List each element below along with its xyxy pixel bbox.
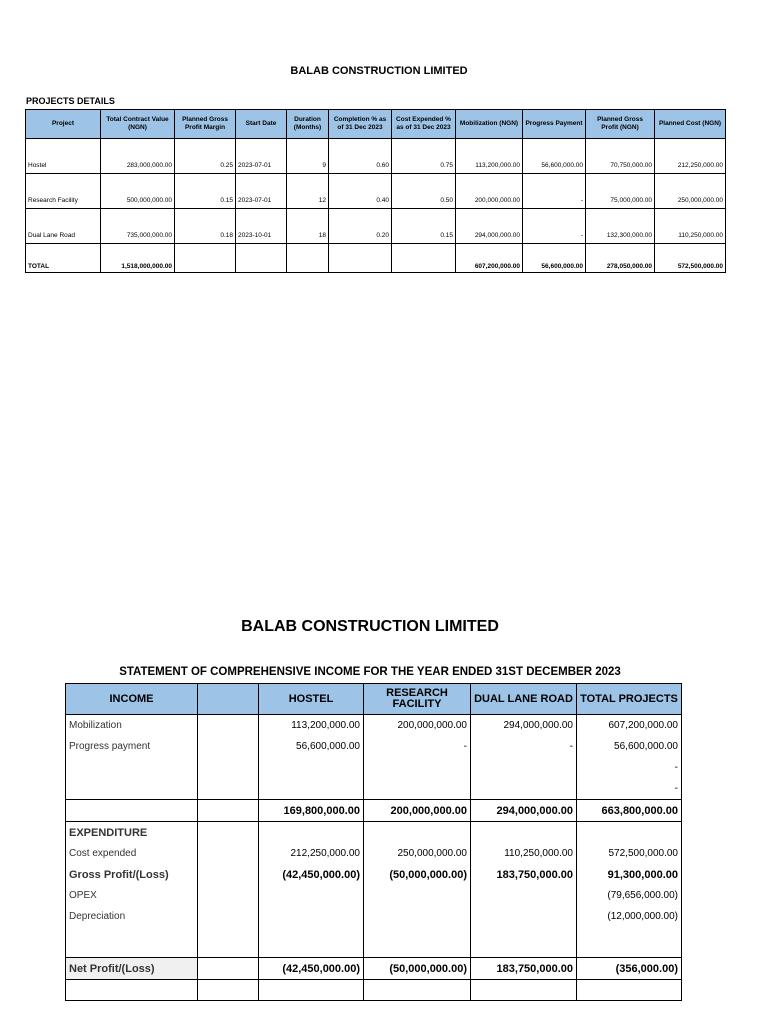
row-label bbox=[66, 757, 198, 778]
cell: 12 bbox=[287, 174, 329, 209]
cell bbox=[259, 885, 364, 906]
cell: 607,200,000.00 bbox=[577, 715, 682, 737]
cell: 9 bbox=[287, 139, 329, 174]
cell: 278,050,000.00 bbox=[586, 244, 655, 273]
cell: 56,600,000.00 bbox=[523, 244, 586, 273]
table-row bbox=[26, 139, 726, 174]
col-planned-cost: Planned Cost (NGN) bbox=[655, 110, 726, 139]
cell bbox=[259, 927, 364, 958]
cell bbox=[198, 778, 259, 800]
cell bbox=[198, 885, 259, 906]
cost-expended-row bbox=[66, 843, 682, 864]
cell: 110,250,000.00 bbox=[655, 209, 726, 244]
col-planned-gross-profit-margin: Planned Gross Profit Margin bbox=[175, 110, 236, 139]
row-label: Gross Profit/(Loss) bbox=[66, 864, 198, 885]
spacer-row bbox=[66, 927, 682, 958]
opex-row bbox=[66, 885, 682, 906]
cell: 0.60 bbox=[329, 139, 392, 174]
cell: 294,000,000.00 bbox=[471, 715, 577, 737]
expenditure-heading-row bbox=[66, 822, 682, 844]
cell: 283,000,000.00 bbox=[101, 139, 175, 174]
row-label: Mobilization bbox=[66, 715, 198, 737]
cell: 70,750,000.00 bbox=[586, 139, 655, 174]
cell bbox=[577, 822, 682, 844]
cell bbox=[364, 778, 471, 800]
col-completion: Completion % as of 31 Dec 2023 bbox=[329, 110, 392, 139]
income-total-row bbox=[66, 800, 682, 822]
cell: 1,518,000,000.00 bbox=[101, 244, 175, 273]
cell bbox=[198, 800, 259, 822]
table-row bbox=[26, 174, 726, 209]
cell bbox=[471, 980, 577, 1001]
cell bbox=[287, 244, 329, 273]
cell bbox=[259, 778, 364, 800]
cell: 0.25 bbox=[175, 139, 236, 174]
projects-header-row bbox=[26, 110, 726, 139]
gross-profit-row bbox=[66, 864, 682, 885]
cell bbox=[364, 822, 471, 844]
cell: 250,000,000.00 bbox=[364, 843, 471, 864]
cell: 212,250,000.00 bbox=[259, 843, 364, 864]
col-blank bbox=[198, 684, 259, 715]
col-cost-expended: Cost Expended % as of 31 Dec 2023 bbox=[392, 110, 456, 139]
cell: 212,250,000.00 bbox=[655, 139, 726, 174]
cell: 200,000,000.00 bbox=[456, 174, 523, 209]
depreciation-row bbox=[66, 906, 682, 927]
closing-row bbox=[66, 980, 682, 1001]
col-start-date: Start Date bbox=[236, 110, 287, 139]
cell bbox=[198, 958, 259, 980]
cell bbox=[364, 927, 471, 958]
cell bbox=[471, 822, 577, 844]
projects-details-table bbox=[25, 109, 726, 273]
cell: 113,200,000.00 bbox=[456, 139, 523, 174]
cell: 91,300,000.00 bbox=[577, 864, 682, 885]
col-planned-gross-profit: Planned Gross Profit (NGN) bbox=[586, 110, 655, 139]
cell bbox=[198, 822, 259, 844]
cell: 56,600,000.00 bbox=[523, 139, 586, 174]
cell: 0.75 bbox=[392, 139, 456, 174]
row-label: Net Profit/(Loss) bbox=[66, 958, 198, 980]
cell: - bbox=[523, 174, 586, 209]
cell: 200,000,000.00 bbox=[364, 715, 471, 737]
blank-row bbox=[66, 778, 682, 800]
cell: (42,450,000.00) bbox=[259, 958, 364, 980]
cell: 572,500,000.00 bbox=[577, 843, 682, 864]
blank-row bbox=[66, 757, 682, 778]
cell: (50,000,000.00) bbox=[364, 864, 471, 885]
cell bbox=[66, 927, 198, 958]
cell bbox=[198, 927, 259, 958]
cell: 2023-07-01 bbox=[236, 139, 287, 174]
cell bbox=[471, 885, 577, 906]
cell: 110,250,000.00 bbox=[471, 843, 577, 864]
cell bbox=[364, 885, 471, 906]
row-label bbox=[66, 778, 198, 800]
col-income: INCOME bbox=[66, 684, 198, 715]
mobilization-row bbox=[66, 715, 682, 737]
cell: 294,000,000.00 bbox=[456, 209, 523, 244]
progress-payment-row bbox=[66, 736, 682, 757]
cell: 75,000,000.00 bbox=[586, 174, 655, 209]
cell bbox=[364, 980, 471, 1001]
cell bbox=[259, 822, 364, 844]
col-project: Project bbox=[26, 110, 101, 139]
sheet1-company-title: BALAB CONSTRUCTION LIMITED bbox=[290, 65, 468, 77]
cell: (42,450,000.00) bbox=[259, 864, 364, 885]
cell bbox=[175, 244, 236, 273]
statement-header-row bbox=[66, 684, 682, 715]
expenditure-heading: EXPENDITURE bbox=[66, 822, 198, 844]
row-label: Cost expended bbox=[66, 843, 198, 864]
cell: (50,000,000.00) bbox=[364, 958, 471, 980]
cell bbox=[198, 843, 259, 864]
cell bbox=[259, 980, 364, 1001]
project-name: Hostel bbox=[26, 139, 101, 174]
cell bbox=[471, 778, 577, 800]
net-profit-row bbox=[66, 958, 682, 980]
cell: (356,000.00) bbox=[577, 958, 682, 980]
row-label: OPEX bbox=[66, 885, 198, 906]
cell: 200,000,000.00 bbox=[364, 800, 471, 822]
col-dual-lane-road: DUAL LANE ROAD bbox=[471, 684, 577, 715]
cell: 183,750,000.00 bbox=[471, 864, 577, 885]
cell: - bbox=[577, 778, 682, 800]
cell: 0.15 bbox=[392, 209, 456, 244]
cell bbox=[198, 864, 259, 885]
cell: (79,656,000.00) bbox=[577, 885, 682, 906]
cell bbox=[329, 244, 392, 273]
cell: 0.18 bbox=[175, 209, 236, 244]
cell: 294,000,000.00 bbox=[471, 800, 577, 822]
cell: 500,000,000.00 bbox=[101, 174, 175, 209]
cell bbox=[471, 927, 577, 958]
col-progress-payment: Progress Payment bbox=[523, 110, 586, 139]
sheet2-company-title: BALAB CONSTRUCTION LIMITED bbox=[241, 618, 499, 635]
cell bbox=[364, 906, 471, 927]
col-mobilization: Mobilization (NGN) bbox=[456, 110, 523, 139]
cell: 18 bbox=[287, 209, 329, 244]
total-label: TOTAL bbox=[26, 244, 101, 273]
project-name: Research Facility bbox=[26, 174, 101, 209]
cell bbox=[198, 736, 259, 757]
col-total-contract-value: Total Contract Value (NGN) bbox=[101, 110, 175, 139]
cell bbox=[364, 757, 471, 778]
cell bbox=[66, 980, 198, 1001]
income-statement-table bbox=[65, 683, 682, 1001]
cell: 572,500,000.00 bbox=[655, 244, 726, 273]
cell bbox=[236, 244, 287, 273]
col-research-facility: RESEARCH FACILITY bbox=[364, 684, 471, 715]
cell bbox=[198, 980, 259, 1001]
cell: 169,800,000.00 bbox=[259, 800, 364, 822]
col-total-projects: TOTAL PROJECTS bbox=[577, 684, 682, 715]
project-name: Dual Lane Road bbox=[26, 209, 101, 244]
cell bbox=[577, 927, 682, 958]
cell: - bbox=[523, 209, 586, 244]
cell: 2023-10-01 bbox=[236, 209, 287, 244]
cell bbox=[198, 757, 259, 778]
cell: 0.40 bbox=[329, 174, 392, 209]
cell: 735,000,000.00 bbox=[101, 209, 175, 244]
cell: 0.50 bbox=[392, 174, 456, 209]
row-label: Depreciation bbox=[66, 906, 198, 927]
cell: 183,750,000.00 bbox=[471, 958, 577, 980]
col-hostel: HOSTEL bbox=[259, 684, 364, 715]
cell: 56,600,000.00 bbox=[577, 736, 682, 757]
cell: 132,300,000.00 bbox=[586, 209, 655, 244]
statement-title: STATEMENT OF COMPREHENSIVE INCOME FOR THE YEAR ENDED 31ST DECEMBER 2023 bbox=[119, 666, 621, 678]
cell: 250,000,000.00 bbox=[655, 174, 726, 209]
cell bbox=[471, 757, 577, 778]
cell bbox=[198, 715, 259, 737]
cell: (12,000,000.00) bbox=[577, 906, 682, 927]
col-duration: Duration (Months) bbox=[287, 110, 329, 139]
cell: 663,800,000.00 bbox=[577, 800, 682, 822]
cell: 113,200,000.00 bbox=[259, 715, 364, 737]
projects-details-heading: PROJECTS DETAILS bbox=[26, 96, 115, 106]
cell: 2023-07-01 bbox=[236, 174, 287, 209]
cell: - bbox=[471, 736, 577, 757]
row-label: Progress payment bbox=[66, 736, 198, 757]
cell bbox=[259, 906, 364, 927]
cell: - bbox=[364, 736, 471, 757]
cell bbox=[392, 244, 456, 273]
cell bbox=[471, 906, 577, 927]
total-row bbox=[26, 244, 726, 273]
cell bbox=[198, 906, 259, 927]
cell: 0.15 bbox=[175, 174, 236, 209]
cell: 56,600,000.00 bbox=[259, 736, 364, 757]
row-label bbox=[66, 800, 198, 822]
cell: - bbox=[577, 757, 682, 778]
cell bbox=[577, 980, 682, 1001]
cell: 607,200,000.00 bbox=[456, 244, 523, 273]
table-row bbox=[26, 209, 726, 244]
cell bbox=[259, 757, 364, 778]
cell: 0.20 bbox=[329, 209, 392, 244]
